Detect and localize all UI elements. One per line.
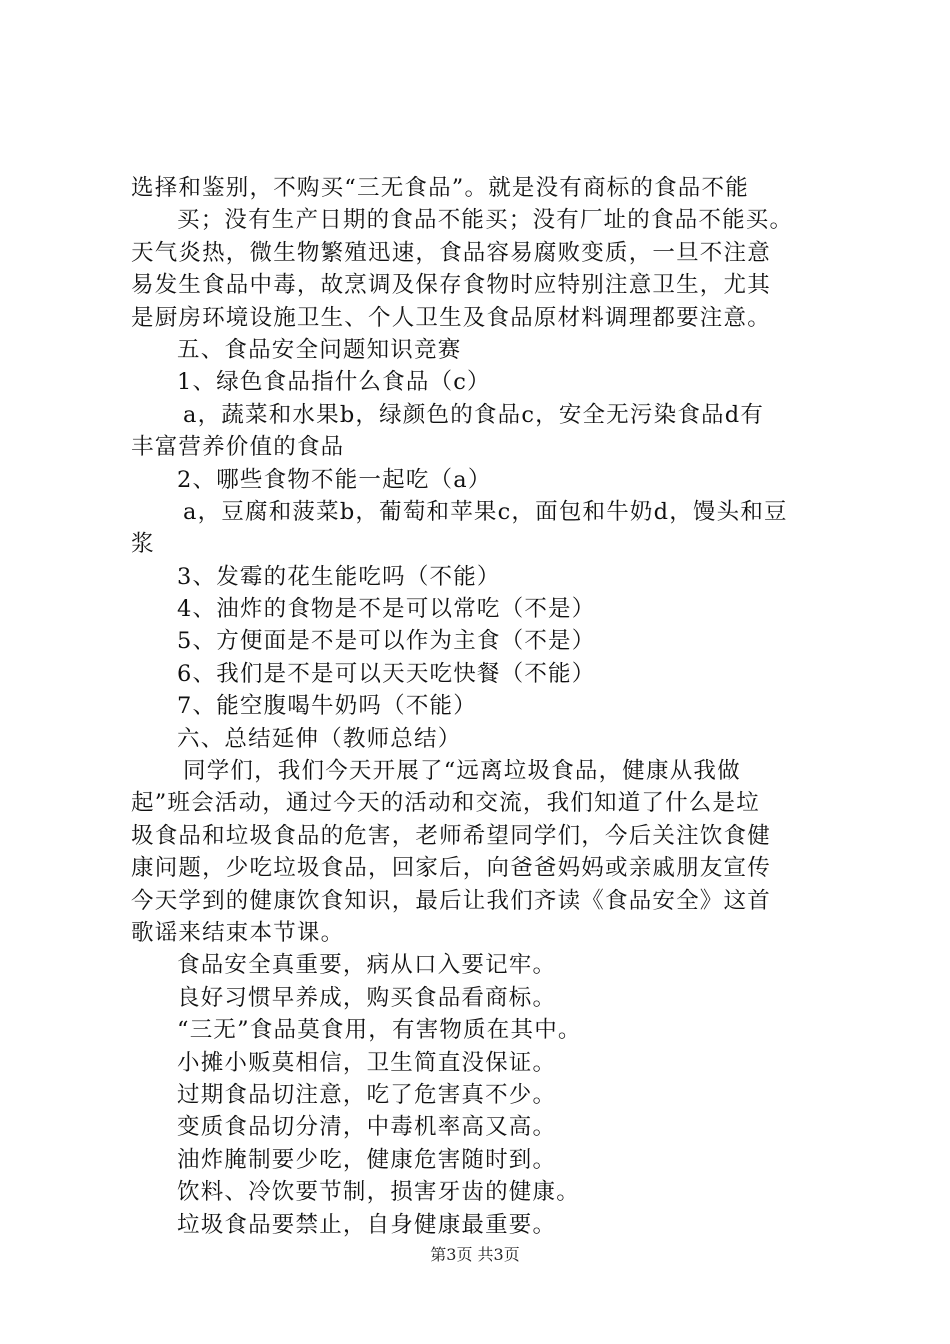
page-footer: 第3页 共3页 (430, 1245, 520, 1264)
text-line: 饮料、冷饮要节制，损害牙齿的健康。 (177, 1179, 580, 1206)
text-line: 1、绿色食品指什么食品（c） (177, 369, 491, 396)
text-line: 买；没有生产日期的食品不能买；没有厂址的食品不能买。 (177, 207, 794, 234)
document-body (131, 172, 836, 1241)
text-line: 天气炎热，微生物繁殖迅速，食品容易腐败变质，一旦不注意 (131, 239, 771, 266)
text-line: 垃圾食品要禁止，自身健康最重要。 (177, 1211, 557, 1238)
text-line: 五、食品安全问题知识竞赛 (177, 336, 462, 363)
text-line: 小摊小贩莫相信，卫生简直没保证。 (177, 1049, 557, 1076)
text-line: a，豆腐和菠菜b，葡萄和苹果c，面包和牛奶d，馒头和豆 (183, 498, 788, 525)
text-line: 6、我们是不是可以天天吃快餐（不能） (177, 660, 596, 687)
text-line: 7、能空腹喝牛奶吗（不能） (177, 693, 477, 720)
text-line: “三无”食品莫食用，有害物质在其中。 (177, 1017, 582, 1044)
text-line: 4、油炸的食物是不是可以常吃（不是） (177, 596, 596, 623)
text-line: 5、方便面是不是可以作为主食（不是） (177, 628, 596, 655)
text-line: 易发生食品中毒，故烹调及保存食物时应特别注意卫生，尤其 (131, 272, 771, 299)
text-line: 变质食品切分清，中毒机率高又高。 (177, 1114, 557, 1141)
text-line: 选择和鉴别，不购买“三无食品”。就是没有商标的食品不能 (131, 175, 749, 201)
text-line: 油炸腌制要少吃，健康危害随时到。 (177, 1146, 557, 1173)
text-line: 起”班会活动，通过今天的活动和交流，我们知道了什么是垃 (131, 790, 760, 817)
text-line: 丰富营养价值的食品 (131, 434, 345, 461)
text-line: 良好习惯早养成，购买食品看商标。 (177, 984, 557, 1011)
text-line: 同学们，我们今天开展了“远离垃圾食品，健康从我做 (183, 758, 741, 785)
text-line: 3、发霉的花生能吃吗（不能） (177, 563, 501, 590)
text-line: 浆 (131, 531, 155, 558)
text-line: 食品安全真重要，病从口入要记牢。 (177, 952, 557, 979)
text-line: 过期食品切注意，吃了危害真不少。 (177, 1081, 557, 1108)
text-line: a，蔬菜和水果b，绿颜色的食品c，安全无污染食品d有 (183, 401, 765, 428)
text-line: 康问题，少吃垃圾食品，回家后，向爸爸妈妈或亲戚朋友宣传 (131, 855, 771, 882)
text-line: 歌谣来结束本节课。 (131, 919, 345, 946)
text-line: 六、总结延伸（教师总结） (177, 725, 462, 752)
text-line: 圾食品和垃圾食品的危害，老师希望同学们，今后关注饮食健 (131, 822, 771, 849)
text-line: 2、哪些食物不能一起吃（a） (177, 466, 492, 493)
text-line: 是厨房环境设施卫生、个人卫生及食品原材料调理都要注意。 (131, 304, 771, 331)
text-line: 今天学到的健康饮食知识，最后让我们齐读《食品安全》这首 (131, 887, 771, 914)
